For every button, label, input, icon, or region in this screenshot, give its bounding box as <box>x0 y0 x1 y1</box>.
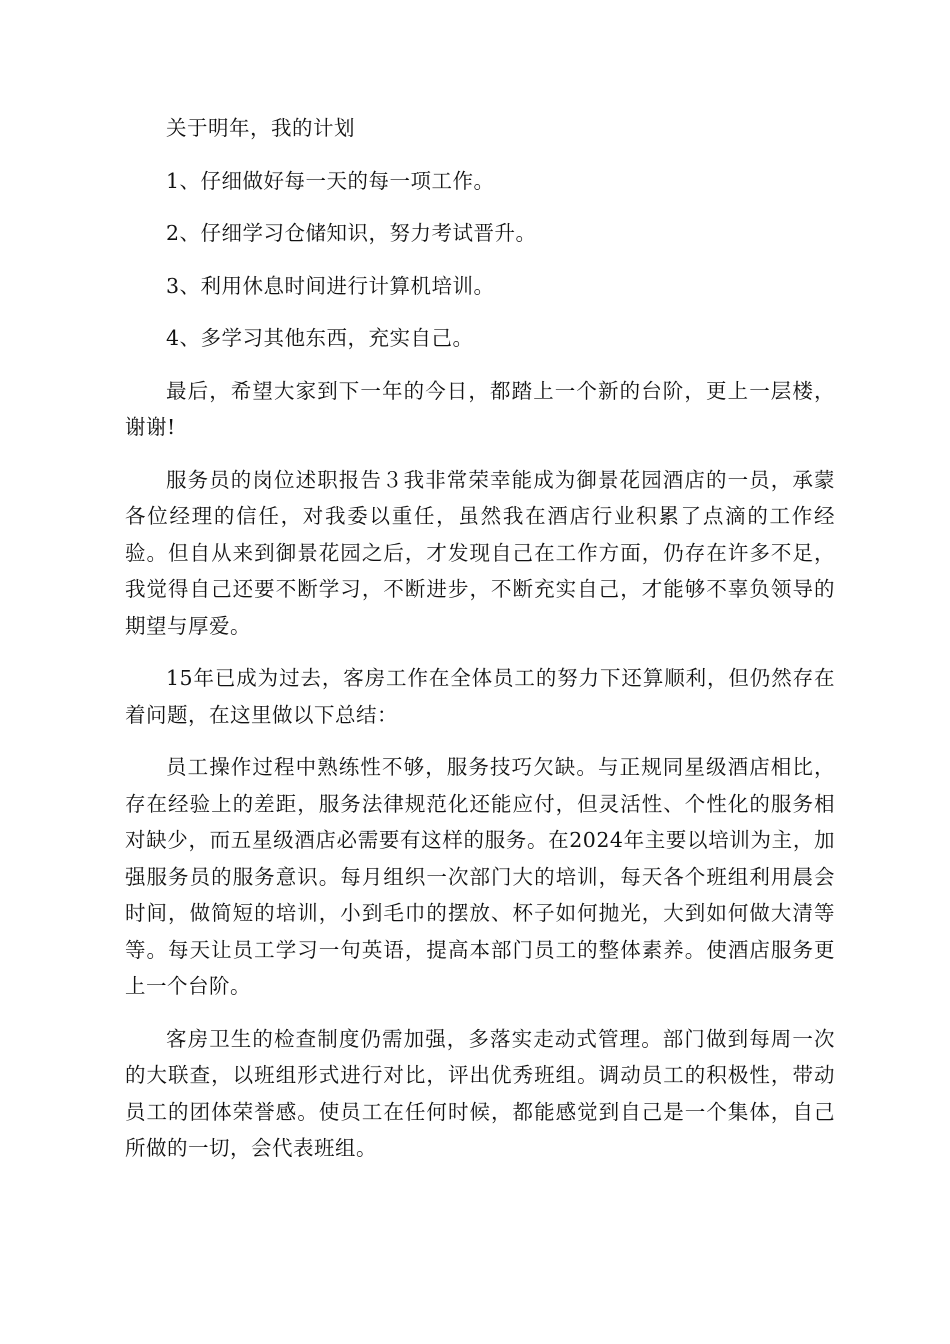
document-body <box>125 110 835 1167</box>
plan-heading: 关于明年，我的计划 <box>166 116 355 140</box>
report-intro-paragraph: 服务员的岗位述职报告３我非常荣幸能成为御景花园酒店的一员，承蒙各位经理的信任，对我委以重任，虽然我在酒店行业积累了点滴的工作经验。但自从来到御景花园之后，才发现自己在工作方面，仍存在许多不足，我觉得自己还要不断学习，不断进步，不断充实自己，才能够不辜负领导的期望与厚爱。 <box>125 467 835 638</box>
plan-item-1: 1、仔细做好每一天的每一项工作。 <box>166 168 495 193</box>
closing-paragraph: 最后，希望大家到下一年的今日，都踏上一个新的台阶，更上一层楼，谢谢! <box>125 378 835 439</box>
plan-item-4: 4、多学习其他东西，充实自己。 <box>166 326 474 350</box>
staff-training-paragraph: 员工操作过程中熟练性不够，服务技巧欠缺。与正规同星级酒店相比，存在经验上的差距，服务法律规范化还能应付，但灵活性、个性化的服务相对缺少，而五星级酒店必需要有这样的服务。在2024年主要以培训为主，加强服务员的服务意识。每月组织一次部门大的培训，每天各个班组利用晨会时间，做简短的培训，小到毛巾的摆放、杯子如何抛光，大到如何做大清等等。每天让员工学习一句英语，提高本部门员工的整体素养。使酒店服务更上一个台阶。 <box>125 755 835 998</box>
plan-item-2: 2、仔细学习仓储知识，努力考试晋升。 <box>166 221 537 245</box>
room-inspection-paragraph: 客房卫生的检查制度仍需加强，多落实走动式管理。部门做到每周一次的大联查，以班组形式进行对比，评出优秀班组。调动员工的积极性，带动员工的团体荣誉感。使员工在任何时候，都能感觉到自己是一个集体，自己所做的一切，会代表班组。 <box>125 1026 835 1160</box>
summary-intro-paragraph: 15年已成为过去，客房工作在全体员工的努力下还算顺利，但仍然存在着问题，在这里做以下总结： <box>125 666 835 727</box>
plan-item-3: 3、利用休息时间进行计算机培训。 <box>166 273 495 298</box>
